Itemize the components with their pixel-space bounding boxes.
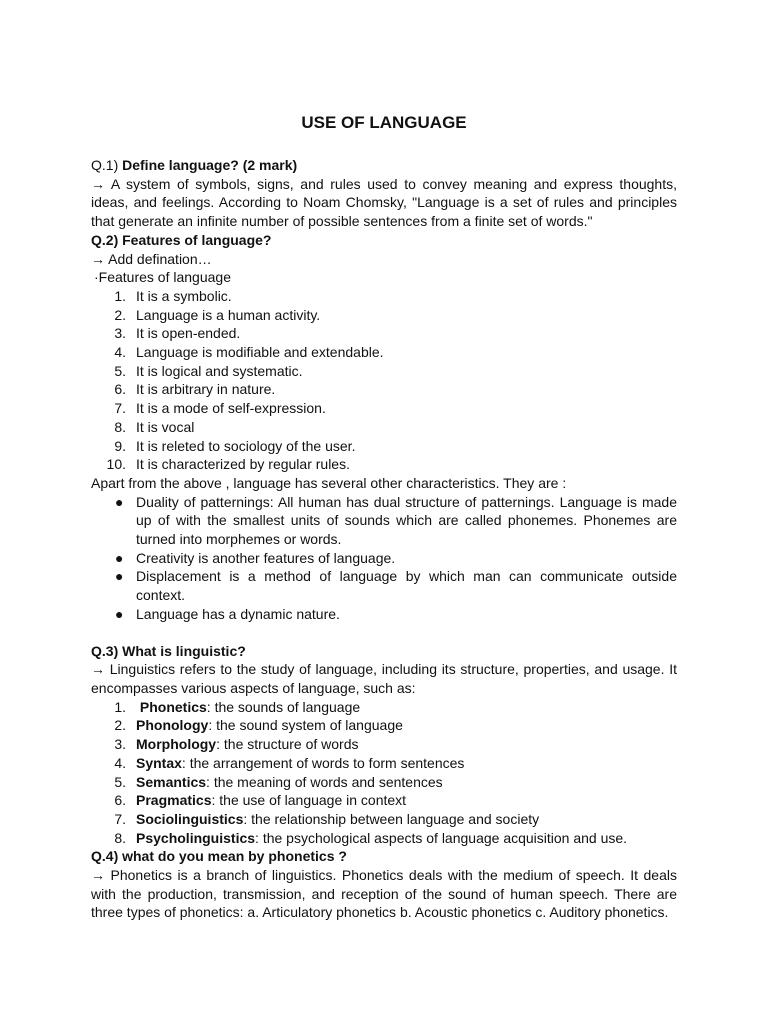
list-item: 3. It is open-ended.	[114, 325, 241, 342]
list-item: 5. It is logical and systematic.	[114, 362, 303, 379]
bullet-icon: ●	[115, 568, 124, 585]
list-item: 6. Pragmatics: the use of language in context	[114, 792, 407, 809]
list-item: 4. Language is modifiable and extendable.	[114, 344, 384, 361]
q1-answer: → A system of symbols, signs, and rules used to convey meaning and express thoughts, ideas, and feelings. According to Noam Chomsky, "Language is a set of rules and principles that generate an infinite number of possible sentences from a finite set of words."	[91, 175, 677, 230]
q1-prefix: Q.1)	[91, 157, 123, 173]
q2-add-line: → Add defination…	[91, 250, 212, 267]
document-title: USE OF LANGUAGE	[301, 113, 467, 132]
list-item: 1. It is a symbolic.	[114, 287, 232, 304]
list-item: 9. It is releted to sociology of the user.	[114, 437, 356, 454]
bullet-icon: ●	[115, 605, 124, 622]
q1-question-text: Define language? (2 mark)	[122, 157, 298, 173]
list-item: 7. Sociolinguistics: the relationship between language and society	[114, 810, 540, 827]
q2-question: Q.2) Features of language?	[91, 231, 272, 248]
q4-answer: → Phonetics is a branch of linguistics. Phonetics deals with the medium of speech. It deals with the production, transmission, and reception of the sound of human speech. There are three types of phonetics: a. Articulatory phonetics b. Acoustic phonetics c. Auditory phonetics.	[91, 867, 677, 921]
list-item: ● Displacement is a method of language by which man can communicate outside context.	[115, 568, 677, 604]
q3-question: Q.3) What is linguistic?	[91, 642, 246, 659]
q4-question: Q.4) what do you mean by phonetics ?	[91, 848, 347, 865]
list-item: 4. Syntax: the arrangement of words to form sentences	[114, 754, 465, 771]
list-item: ● Creativity is another features of language.	[115, 549, 396, 566]
list-item: 8. It is vocal	[114, 418, 195, 435]
list-item: 7. It is a mode of self-expression.	[114, 400, 326, 417]
list-item: 6. It is arbitrary in nature.	[114, 381, 276, 398]
list-item: 10. It is characterized by regular rules.	[106, 456, 350, 473]
list-item: 5. Semantics: the meaning of words and sentences	[114, 773, 443, 790]
list-item: ● Duality of patternings: All human has dual structure of patternings. Language is made up of with the smallest units of sounds which are called phonemes. Phonemes are turned into morphemes or words.	[115, 493, 677, 548]
q2-sub-heading: ·Features of language	[94, 269, 231, 286]
features-list	[91, 287, 677, 474]
list-item: 8. Psycholinguistics: the psychological aspects of language acquisition and use.	[114, 829, 628, 846]
q2-apart-line: Apart from the above , language has several other characteristics. They are :	[91, 474, 567, 491]
branches-list	[91, 698, 677, 848]
characteristics-list	[91, 493, 677, 624]
q3-answer: → Linguistics refers to the study of language, including its structure, properties, and usage. It encompasses various aspects of language, such as:	[91, 661, 677, 696]
q1-question	[91, 156, 677, 175]
document-body	[91, 112, 677, 922]
list-item: 3. Morphology: the structure of words	[114, 736, 359, 753]
bullet-icon: ●	[115, 549, 124, 566]
list-item: ● Language has a dynamic nature.	[115, 605, 340, 622]
list-item: 1. Phonetics: the sounds of language	[114, 698, 361, 715]
bullet-icon: ●	[115, 493, 124, 510]
list-item: 2. Phonology: the sound system of language	[114, 717, 403, 734]
list-item: 2. Language is a human activity.	[114, 306, 321, 323]
